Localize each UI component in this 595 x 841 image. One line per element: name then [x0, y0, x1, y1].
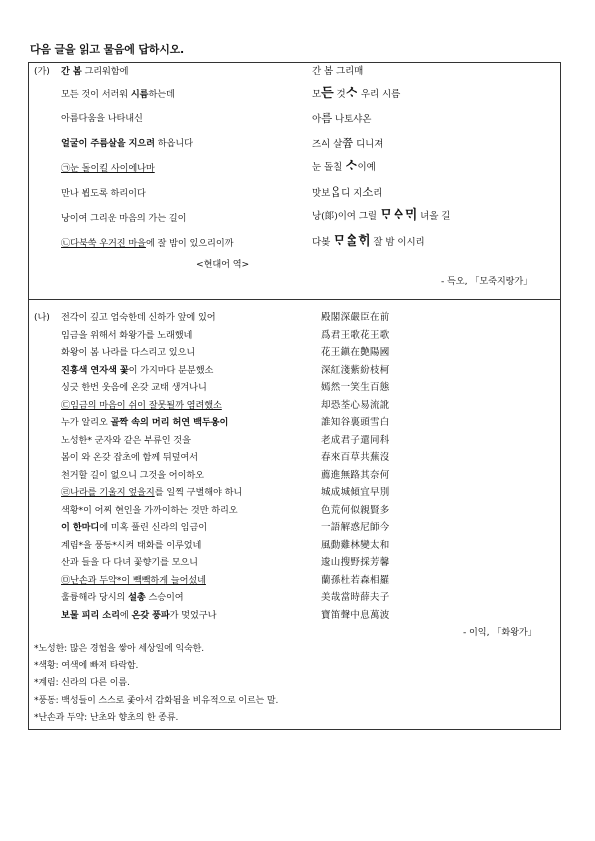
instruction: 다음 글을 읽고 물음에 답하시오.	[30, 43, 185, 56]
text-segment: 노성한* 군자와 같은 부류인 것을	[61, 434, 191, 446]
text-segment: 색황*이 어찌 현인을 가까이하는 것만 하리오	[61, 504, 238, 516]
na-korean-line	[61, 522, 207, 534]
text-segment: 온갖 풍파	[131, 609, 170, 621]
text-segment: 소	[362, 185, 374, 199]
text-segment: 맛보	[312, 188, 331, 199]
text-segment: 하옵니다	[154, 138, 193, 149]
section-ga-marker: (가)	[34, 66, 50, 77]
text-segment: 임금을 위해서 화왕가를 노래했네	[61, 329, 193, 341]
footnote: *풍동: 백성들이 스스로 좇아서 감화됨을 비유적으로 이르는 말.	[34, 695, 279, 706]
na-korean-line	[61, 452, 198, 464]
text-segment: 보물 피리 소리	[61, 609, 120, 621]
na-korean-line	[61, 347, 195, 359]
text-segment: ᄒᆡ	[358, 234, 371, 249]
text-segment: ᄆᆞᅀᆞᄆᆡ	[379, 208, 418, 223]
text-segment: ᄉᆞ	[345, 159, 358, 174]
text-segment: 눈 돌칠	[312, 162, 346, 173]
text-segment: 나토샤온	[332, 114, 372, 125]
na-hanja-line: 一語解惑尼師今	[321, 522, 390, 533]
text-segment: 진홍색 연자색 꽃	[61, 364, 129, 376]
text-segment: 에 미혹 풀린 신라의 임금이	[99, 522, 208, 533]
text-segment: 든	[321, 86, 334, 101]
text-segment: 봄이 와 온갖 잡초에 함께 뒤덮여서	[61, 452, 198, 463]
text-segment: 이예	[357, 162, 376, 173]
text-segment: 에	[119, 609, 132, 621]
na-korean-line	[61, 400, 222, 412]
ga-archaic-line	[312, 210, 450, 223]
na-hanja-line: 逡山搜野採芳馨	[321, 557, 390, 568]
na-hanja-line: 花王鎭在艶陽國	[321, 347, 390, 358]
text-segment: 하는데	[148, 89, 175, 100]
na-korean-line	[61, 382, 207, 394]
na-korean-line	[61, 417, 228, 429]
text-segment: 녀올 길	[417, 211, 451, 222]
ga-archaic-line	[312, 161, 376, 174]
text-segment: ㉣나라를 기울지 엎을지	[61, 487, 155, 498]
footnote: *색황: 여색에 빠져 타락함.	[34, 661, 139, 672]
footnote: *노성한: 많은 경험을 쌓아 세상일에 익숙한.	[34, 644, 204, 654]
na-korean-line	[61, 592, 184, 604]
text-segment: ㉢임금의 마음이 쉬이 잘못될까 염려했소	[61, 399, 222, 411]
ga-modern-line	[61, 163, 155, 175]
na-hanja-line: 殿閣深嚴臣在前	[321, 312, 390, 323]
text-segment: 훌륭해라 당시의	[61, 592, 129, 603]
text-segment: ᄉᆞ	[345, 86, 359, 101]
na-hanja-line: 嫣然一笑生百態	[321, 382, 390, 393]
text-segment: 리	[373, 188, 383, 199]
na-korean-line	[61, 557, 198, 569]
text-segment: 아름다움을 나타내신	[61, 113, 143, 124]
text-segment: 아	[312, 114, 322, 125]
text-segment: ᄆᆞᅀᆞᆯ	[333, 234, 358, 249]
text-segment: 가 멎었구나	[169, 609, 217, 621]
section-na-marker: (나)	[34, 312, 50, 323]
text-segment: 설총	[128, 592, 146, 603]
text-segment: 이 가지마다 분분했소	[128, 364, 214, 376]
text-segment: ㉡다북쑥 우거진 마을	[61, 238, 146, 249]
na-hanja-line: 春來百草共蕪沒	[321, 452, 390, 463]
na-korean-line	[61, 575, 206, 587]
text-segment: 를 일찍 구별해야 하니	[154, 487, 243, 498]
text-segment: 화왕이 봄 나라를 다스리고 있으니	[61, 347, 196, 358]
na-korean-line	[61, 312, 216, 324]
text-segment: ᄋᆞᆸ	[330, 185, 342, 199]
text-segment: 계림*을 풍동*시켜 태화를 이루었네	[61, 539, 202, 551]
footnote: *계림: 신라의 다른 이름.	[34, 678, 130, 689]
text-segment: 그리워함에	[81, 66, 129, 77]
text-segment: 디 지	[341, 188, 363, 199]
na-korean-line	[61, 487, 242, 499]
text-segment: 골짝 속의 머리 허연 백두옹이	[110, 417, 229, 428]
text-segment: ㉤난손과 두약*이 빽빽하게 늘어섰네	[61, 574, 206, 586]
na-source: - 이익, 「화왕가」	[463, 627, 537, 638]
text-segment: 디니져	[353, 139, 384, 150]
text-segment: 얼굴이 주름살을 지으려	[61, 138, 155, 149]
footnote: *난손과 두약: 난초와 향초의 한 종류.	[34, 712, 179, 723]
ga-archaic-line	[312, 236, 425, 249]
na-korean-line	[61, 610, 216, 622]
ga-archaic-line	[312, 66, 363, 78]
na-hanja-line: 蘭孫杜若森相羅	[321, 574, 390, 586]
na-hanja-line: 城成城傾宜早別	[321, 487, 390, 498]
ga-source: - 득오, 「모죽지랑가」	[441, 276, 533, 287]
text-segment: 잘 밤 이시리	[370, 237, 425, 248]
text-segment: 모든 것이 서러워	[61, 89, 131, 100]
text-segment: 다봊	[312, 237, 334, 248]
na-hanja-line: 誰知谷裏頭雪白	[321, 417, 390, 428]
na-korean-line	[61, 435, 191, 447]
na-hanja-line: 深紅淺紫紛枝柯	[321, 364, 390, 376]
na-korean-line	[61, 470, 204, 482]
text-segment: 름	[321, 111, 333, 125]
text-segment: 간 봄 그리매	[312, 66, 364, 77]
text-segment: 모	[312, 89, 322, 100]
na-hanja-line: 風動雞林變太和	[321, 539, 390, 551]
section-divider	[28, 299, 561, 300]
ga-modern-line	[61, 213, 186, 225]
na-hanja-line: 却恐荃心易流訛	[321, 399, 390, 411]
text-segment: 누가 알리오	[61, 417, 111, 428]
ga-modern-line	[61, 238, 233, 250]
text-segment: 쯈	[342, 136, 354, 150]
text-segment: 에 잘 밤이 있으리이까	[145, 238, 234, 249]
na-korean-line	[61, 505, 238, 517]
ga-modern-line	[61, 66, 128, 78]
translation-note: <현대어 역>	[196, 259, 250, 270]
text-segment: 이 한마디	[61, 522, 100, 533]
text-segment: 전각이 깊고 엄숙한데 신하가 앞에 있어	[61, 312, 216, 323]
na-hanja-line: 美哉當時薛夫子	[321, 592, 390, 603]
ga-modern-line	[61, 188, 146, 200]
text-segment: 낭(郞)이여 그릴	[312, 211, 380, 222]
na-hanja-line: 寶笛聲中息萬波	[321, 609, 390, 621]
text-segment: 우리 시름	[358, 89, 401, 100]
ga-modern-line	[61, 138, 193, 150]
text-segment: 천거할 길이 없으니 그것을 어이하오	[61, 469, 204, 481]
text-segment: 시름	[130, 89, 149, 100]
na-hanja-line: 老成君子還同科	[321, 434, 390, 446]
na-hanja-line: 爲君王歌花王歌	[321, 329, 390, 341]
ga-archaic-line	[312, 137, 383, 151]
text-segment: 산과 들을 다 다녀 꽃향기를 모으니	[61, 557, 198, 568]
text-segment: 만나 뵙도록 하리이다	[61, 188, 146, 199]
na-hanja-line: 色荒何似親賢多	[321, 504, 390, 516]
na-korean-line	[61, 330, 192, 342]
text-segment: 것	[333, 89, 346, 100]
text-segment: 싱긋 한번 웃음에 온갖 교태 생겨나니	[61, 382, 207, 393]
ga-archaic-line	[312, 88, 400, 101]
na-korean-line	[61, 365, 213, 377]
text-segment: ㉠눈 돌이킬 사이에나마	[61, 163, 155, 174]
ga-archaic-line	[312, 112, 371, 126]
text-segment: 간 봄	[61, 66, 82, 77]
text-segment: 즈ᅀᅵ 살	[312, 139, 343, 150]
ga-archaic-line	[312, 186, 382, 200]
ga-modern-line	[61, 89, 175, 101]
text-segment: 낭이여 그리운 마음의 가는 길이	[61, 213, 187, 224]
na-hanja-line: 薦進無路其奈何	[321, 469, 390, 481]
text-segment: 스승이여	[145, 592, 184, 603]
na-korean-line	[61, 540, 201, 552]
ga-modern-line	[61, 113, 143, 125]
